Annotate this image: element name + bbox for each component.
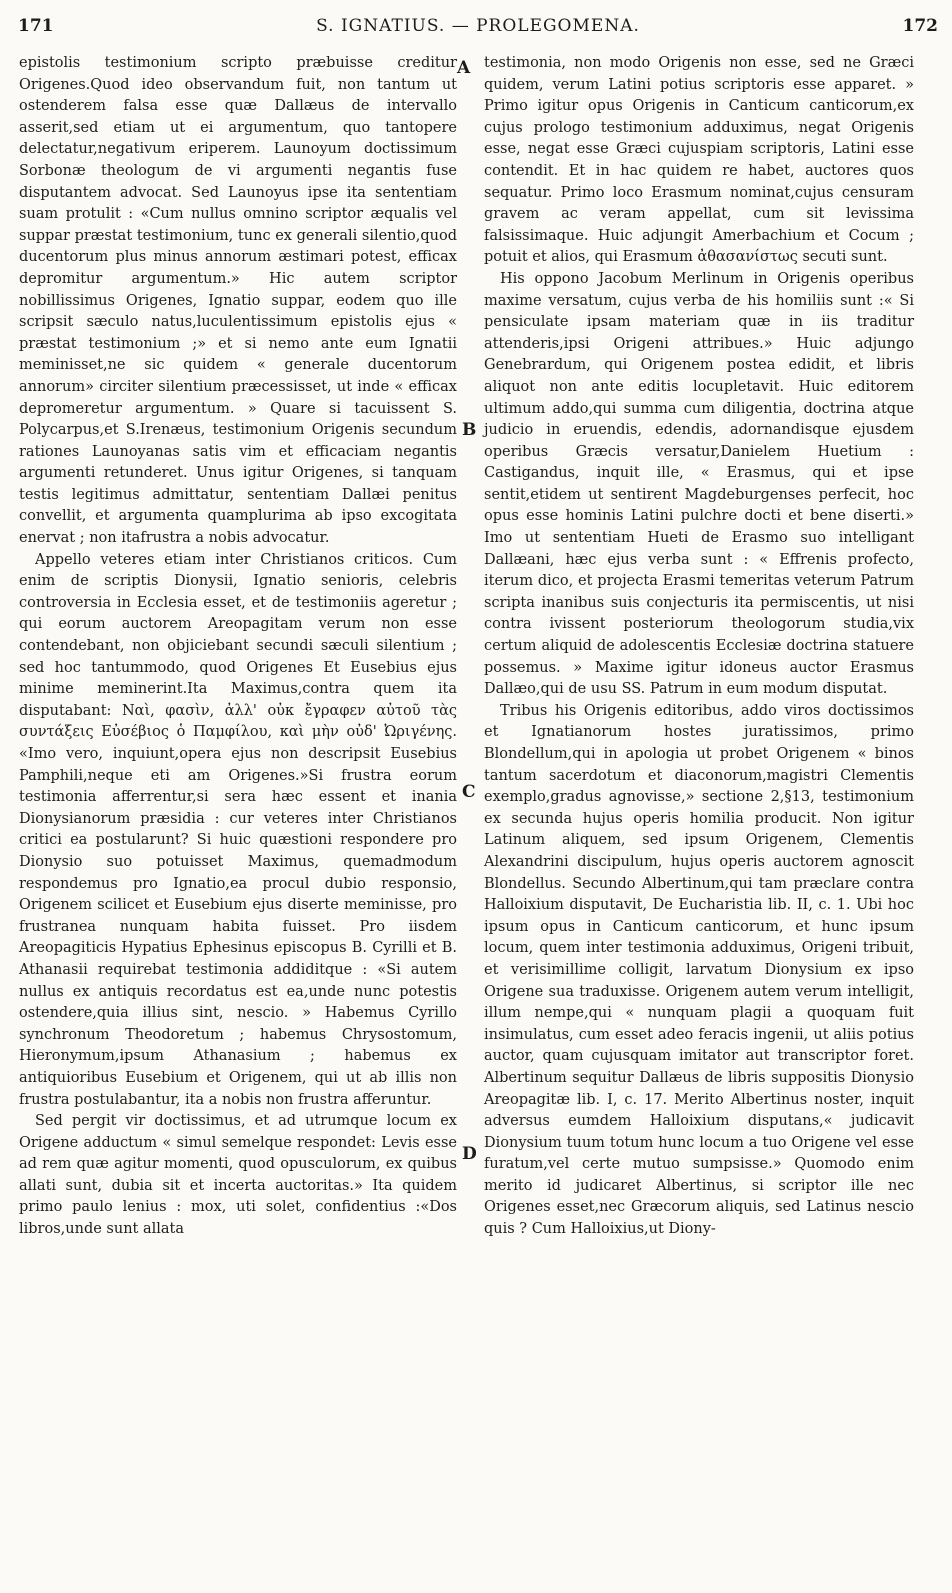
margin-marker-c: C [462, 782, 476, 802]
right-paragraph-3: Tribus his Origenis editoribus, addo viros doctissimos et Ignatianorum hostes juratissimos, primo Blondellum,qui in apologia ut probet Origenem « binos tantum sacerdotum et diaconorum,magistri Clementis exemplo,gradus agnovisse,» sectione 2,§13, testimonium ex secunda hujus operis homilia producit. Non igitur Latinum aliquem, sed ipsum Origenem, Clementis Alexandrini discipulum, hujus operis auctorem agnoscit Blondellus. Secundo Albertinum,qui tam præclare contra Halloixium disputavit, De Eucharistia lib. II, c. 1. Ubi hoc ipsum opus in Canticum canticorum, et hunc ipsum locum, quem inter testimonia adduximus, Origeni tribuit, et verisimillime colligit, larvatum Dionysium ex ipso Origene sua traduxisse. Origenem autem verum intelligit, illum nempe,qui « nunquam plagii a quoquam fuit insimulatus, cum esset adeo feracis ingenii, ut aliis potius auctor, quam cujusquam imitator aut transcriptor foret. Albertinum sequitur Dallæus de libris suppositis Dionysio Areopagitæ lib. I, c. 17. Merito Albertinus noster, inquit adversus eumdem Halloixium disputans,« judicavit Dionysium tuum totum hunc locum a tuo Origene vel esse furatum,vel certe mutuo sumpsisse.» Quomodo enim merito id judicaret Albertinus, si scriptor ille nec Origenes esset,nec Græcorum aliquis, sed Latinus nescio quis ? Cum Halloixius,ut Diony- [484, 702, 914, 1238]
left-paragraph-3: Sed pergit vir doctissimus, et ad utrumque locum ex Origene adductum « simul semelque respondet: Levis esse ad rem quæ agitur momenti, quod opusculorum, ex quibus allati sunt, dubia sit et incerta auctoritas.» Ita quidem primo paulo lenius : mox, uti solet, confidentius :«Dos libros,unde sunt allata [19, 1113, 457, 1238]
margin-marker-a: A [457, 58, 471, 78]
margin-marker-d: D [462, 1144, 477, 1164]
page-number-right: 172 [902, 16, 938, 36]
left-paragraph-2: Appello veteres etiam inter Christianos criticos. Cum enim de scriptis Dionysii, Ignatio senioris, celebris controversia in Ecclesia esset, et de testimoniis ageretur ; qui eorum auctorem Areopagitam verum non esse contendebant, non objiciebant secundi sæculi silentium ; sed hoc tantummodo, quod Origenes Et Eusebius ejus minime meminerint.Ita Maximus,contra quem ita disputabant: Ναὶ, φασὶν, ἀλλ' οὐκ ἔγραφεν αὐτοῦ τὰς συντάξεις Εὐσέβιος ὁ Παμφίλου, καὶ μὴν οὐδ' Ὠριγένης. «Imo vero, inquiunt,opera ejus non descripsit Eusebius Pamphili,neque eti am Origenes.»Si frustra eorum testimonia afferrentur,si sera hæc essent et inania Dionysianorum præsidia : cur veteres inter Christianos critici ea postularunt? Si huic quæstioni respondere pro Dionysio suo potuisset Maximus, quemadmodum respondemus pro Ignatio,ea procul dubio responsio, Origenem scilicet et Eusebium ejus diserte meminisse, pro frustranea nunquam habita fuisset. Pro iisdem Areopagiticis Hypatius Ephesinus episcopus B. Cyrilli et B. Athanasii requirebat testimonia addiditque : «Si autem nullus ex antiquis recordatus est ea,unde nunc potestis ostendere,quia illius sint, nescio. » Habemus Cyrillo synchronum Theodoretum ; habemus Chrysostomum, Hieronymum,ipsum Athanasium ; habemus ex antiquioribus Eusebium et Origenem, qui ut ab illis non frustra postulabantur, ita a nobis non frustra afferuntur. [19, 551, 457, 1108]
page-number-left: 171 [18, 16, 54, 36]
right-paragraph-2: His oppono Jacobum Merlinum in Origenis operibus maxime versatum, cujus verba de his homiliis sunt :« Si pensiculate ipsam materiam quæ in iis traditur attenderis,ipsi Origeni attribues.» Huic adjungo Genebrardum, qui Origenem postea edidit, et libris aliquot non ante editis locupletavit. Huic editorem ultimum addo,qui summa cum diligentia, doctrina atque judicio in eruendis, edendis, adornandisque ejusdem operibus Græcis versatur,Danielem Huetium : Castigandus, inquit ille, « Erasmus, qui et ipse sentit,etidem ut sentirent Magdeburgenses perfecit, hoc opus esse hominis Latini pulchre docti et bene diserti.» Imo ut sententiam Hueti de Erasmo suo intelligant Dallæani, hæc ejus verba sunt : « Effrenis profecto, iterum dico, et projecta Erasmi temeritas veterum Patrum scripta inanibus suis conjecturis ita permiscentis, ut nisi contra ivissent posteriorum theologorum studia,vix certum aliquid de adolescentis Ecclesiæ doctrina statuere possemus. » Maxime igitur idoneus auctor Erasmus Dallæo,qui de usu SS. Patrum in eum modum disputat. [484, 270, 914, 698]
page-header [18, 16, 938, 42]
left-paragraph-1: epistolis testimonium scripto præbuisse creditur Origenes.Quod ideo observandum fuit, non tantum ut ostenderem falsa esse quæ Dallæus de intervallo asserit,sed etiam ut ei argumentum, quo tantopere delectatur,negativum eriperem. Launoyum doctissimum Sorbonæ theologum de vi argumenti negantis fuse disputantem advocat. Sed Launoyus ipse ita sententiam suam protulit : «Cum nullus omnino scriptor æqualis vel suppar præstat testimonium, tunc ex generali silentio,quod ducentorum plus minus annorum æstimari potest, efficax depromitur argumentum.» Hic autem scriptor nobillissimus Origenes, Ignatio suppar, eodem quo ille scripsit sæculo natus,luculentissimum epistolis ejus « præstat testimonium ;» et si nemo ante eum Ignatii meminisset,ne sic quidem « generale ducentorum annorum» circiter silentium præcessisset, ut inde « efficax depromeretur argumentum. » Quare si tacuissent S. Polycarpus,et S.Irenæus, testimonium Origenis secundum rationes Launoyanas satis vim et efficaciam negantis argumenti retunderet. Unus igitur Origenes, si tanquam testis legitimus admittatur, sententiam Dallæi penitus convellit, et argumenta quamplurima ab ipso excogitata enervat ; non itafrustra a nobis advocatur. [19, 55, 457, 547]
running-title: S. IGNATIUS. — PROLEGOMENA. [316, 16, 640, 36]
right-column [484, 53, 914, 1241]
left-column [19, 53, 457, 1241]
right-paragraph-1: testimonia, non modo Origenis non esse, sed ne Græci quidem, verum Latini potius scriptoris esse apparet. » Primo igitur opus Origenis in Canticum canticorum,ex cujus prologo testimonium adduximus, negat Origenis esse, negat esse Græci cujuspiam scriptoris, Latini esse contendit. Et in hac quidem re habet, auctores quos sequatur. Primo loco Erasmum nominat,cujus censuram gravem ac veram appellat, cum sit levissima falsissimaque. Huic adjungit Amerbachium et Cocum ; potuit et alios, qui Erasmum ἀθασανίστως secuti sunt. [484, 55, 914, 266]
margin-marker-b: B [462, 420, 477, 440]
